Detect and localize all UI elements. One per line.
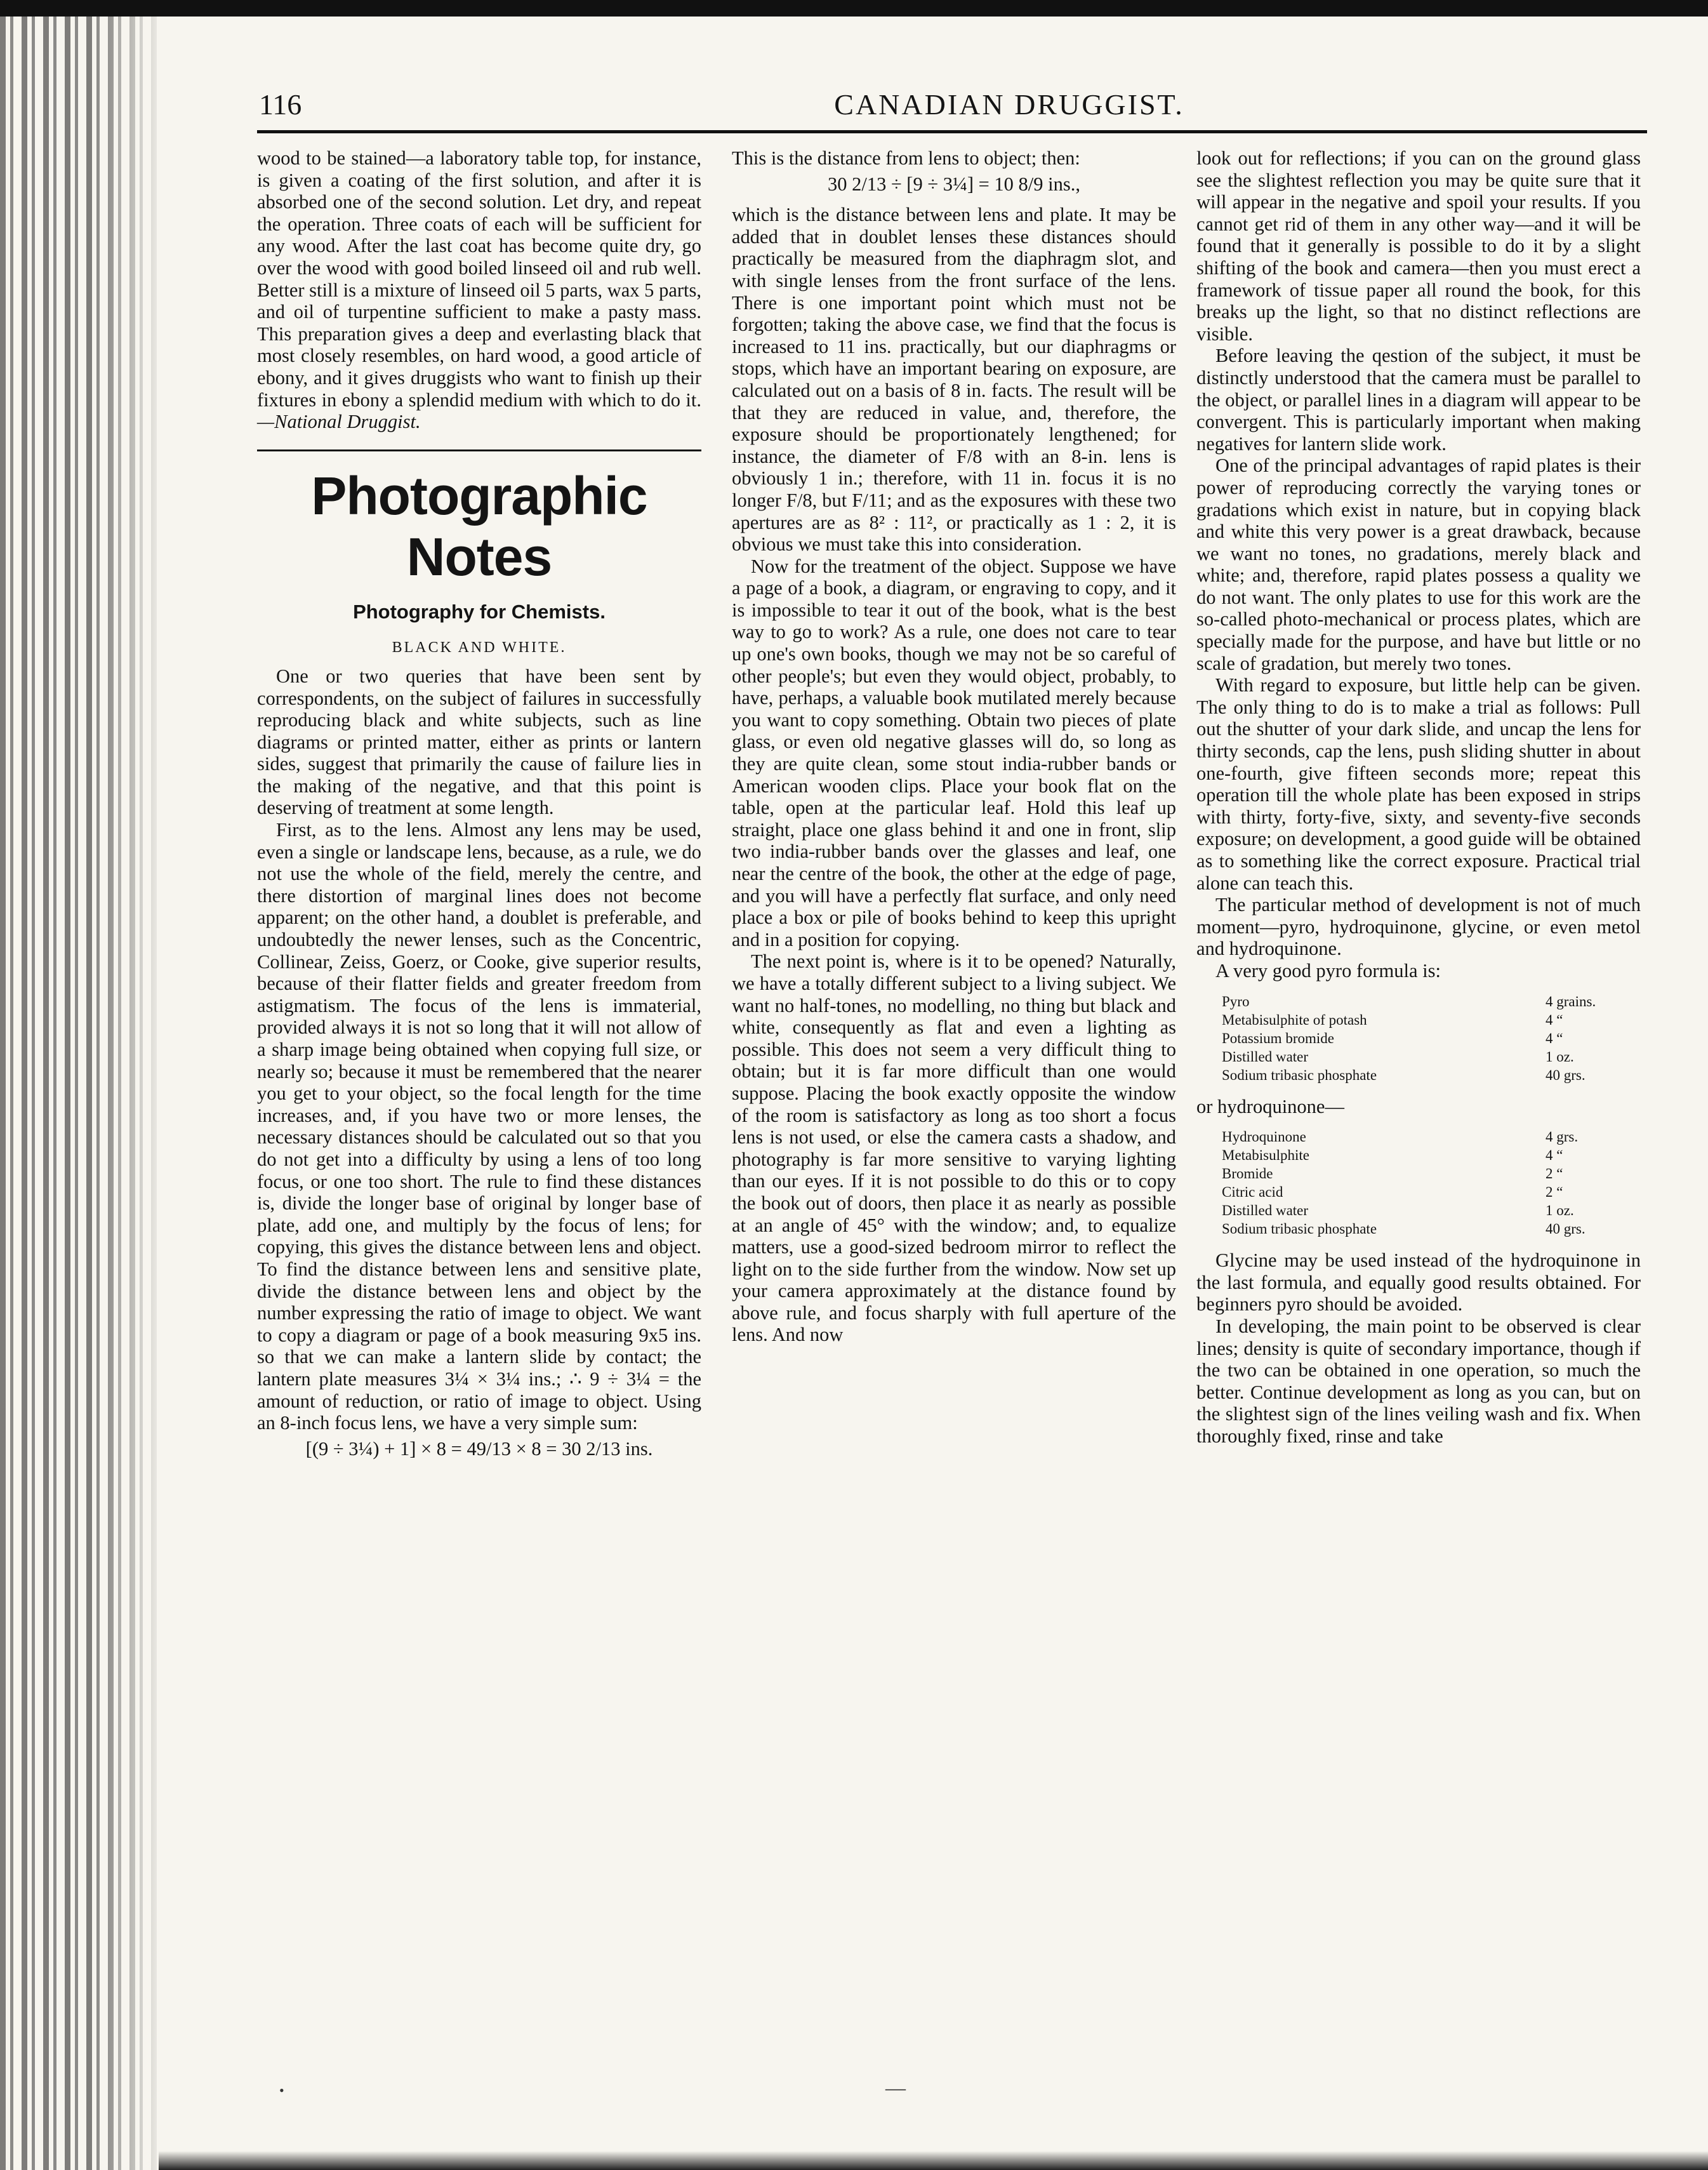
ingredient-name: Citric acid (1222, 1184, 1283, 1201)
paragraph: This is the distance from lens to object; then: (732, 147, 1080, 169)
ingredient-qty: 2 “ (1546, 1166, 1563, 1182)
ingredient-qty: 40 grs. (1546, 1067, 1586, 1083)
paragraph: With regard to exposure, but little help can be given. The only thing to do is to make a trial as follows: Pull out the shutter of your dark slide, and uncap the lens for thirty seconds, cap the lens, push sliding shutter in about one-fourth, give fifteen seconds more; repeat this operation till the whole plate has been exposed in strips with thirty, forty-five, sixty, and seventy-five seconds exposure; on development, a good guide will be obtained as to something like the correct exposure. Practical trial alone can teach this. (1196, 674, 1641, 894)
paragraph: which is the distance between lens and plate. It may be added that in doublet lenses these distances should practically be measured from the diaphragm slot, and with single lenses from the front surface of the lens. There is one important point which must not be forgotten; taking the above case, we find that the focus is increased to 11 ins. practically, but our diaphragms or stops, which have an important bearing on exposure, are calculated out on a basis of 8 in. facts. The result will be that they are reduced in value, and, therefore, the exposure should be proportionately lengthened; for instance, the diameter of F/8 with an 8-in. lens is obviously 1 in.; therefore, with 11 in. focus it is no longer F/8, but F/11; and as the exposures with these two apertures are as 8² : 11², or practically as 1 : 2, it is obvious we must take this into consideration. (732, 204, 1176, 556)
ingredient-name: Potassium bromide (1222, 1030, 1334, 1046)
article-subhead: BLACK AND WHITE. (392, 639, 567, 656)
formula-row (1222, 1048, 1603, 1066)
source-credit: —National Druggist. (257, 411, 421, 433)
paragraph: One of the principal advantages of rapid plates is their power of reproducing correctly the varying tones or gradations which exist in nature, but in copying black and white this very power is a great drawback, because we want no tones, no gradations, merely black and white; and, therefore, rapid plates possess a quality we do not want. The only plates to use for this work are the so-called photo-mechanical or process plates, which are specially made for the purpose, and have but little or no scale of gradation, but merely two tones. (1196, 455, 1641, 674)
ingredient-qty: 40 grs. (1546, 1221, 1586, 1237)
paragraph: The particular method of development is not of much moment—pyro, hydroquinone, glycine, or even metol and hydroquinone. (1196, 894, 1641, 960)
paragraph: Before leaving the qestion of the subject, it must be distinctly understood that the camera must be parallel to the object, or parallel lines in a diagram will appear to be convergent. This is particularly important when making negatives for lantern slide work. (1196, 345, 1641, 455)
paragraph: First, as to the lens. Almost any lens may be used, even a single or landscape lens, because, as a rule, we do not use the whole of the field, merely the centre, and there distortion of marginal lines does not become apparent; on the other hand, a doublet is preferable, and undoubtedly the newer lenses, such as the Concentric, Collinear, Zeiss, Goerz, or Cooke, give superior results, because of their flatter fields and greater freedom from astigmatism. The focus of the lens is immaterial, provided always it is not so long that it will not allow of a sharp image being obtained when copying full size, or nearly so; because it must be remembered that the nearer you get to your object, so the focal length for the time increases, and, if you have two or more lenses, the necessary distances should be calculated out so that you do not get into a difficulty by using a lens of too long focus, or one too short. The rule to find these distances is, divide the longer base of original by longer base of plate, add one, and multiply by the focus of lens; for copying, this gives the distance between lens and object. To find the distance between lens and sensitive plate, divide the distance between lens and object by the number expressing the ratio of image to object. We want to copy a diagram or page of a book measuring 9x5 ins. so that we can make a lantern slide by contact; the lantern plate measures 3¼ × 3¼ ins.; ∴ 9 ÷ 3¼ = the amount of reduction, or ratio of image to object. Using an 8-inch focus lens, we have a very simple sum: (257, 819, 701, 1434)
print-dot: • (279, 2082, 284, 2098)
ingredient-qty: 4 grains. (1546, 993, 1596, 1009)
ingredient-name: Bromide (1222, 1166, 1273, 1182)
formula-row (1222, 992, 1603, 1011)
ingredient-qty: 1 oz. (1546, 1202, 1574, 1219)
ingredient-name: Pyro (1222, 993, 1250, 1009)
header-rule (257, 130, 1647, 133)
formula-row (1222, 1066, 1603, 1084)
ingredient-name: Sodium tribasic phosphate (1222, 1221, 1377, 1237)
paragraph: Now for the treatment of the object. Suppose we have a page of a book, a diagram, or engraving to copy, and it is impossible to tear it out of the book, what is the best way to go to work? As a rule, one does not care to tear up one's own books, though we may not be so careful of other people's; but even they would object, probably, to have, perhaps, a valuable book mutilated merely because you want to copy something. Obtain two pieces of plate glass, or even old negative glasses will do, so long as they are quite clean, some stout india-rubber bands or American wooden clips. Place your book flat on the table, open at the particular leaf. Hold this leaf up straight, place one glass behind it and one in front, slip two india-rubber bands over the glasses and leaf, one near the centre of the book, the other at the edge of page, and you will have a perfectly flat surface, and only need place a box or pile of books behind to keep this upright and in a position for copying. (732, 555, 1176, 950)
page-number: 116 (259, 88, 302, 121)
section-rule (257, 449, 701, 451)
formula-row (1222, 1183, 1603, 1201)
formula-row (1222, 1201, 1603, 1220)
running-title: CANADIAN DRUGGIST. (834, 88, 1184, 121)
paragraph: look out for reflections; if you can on the ground glass see the slightest reflection you may be quite sure that it will appear in the negative and spoil your results. If you cannot get rid of them in any other way—and it will be found that it generally is possible to do it by a slight shifting of the book and camera—then you must erect a framework of tissue paper all round the book, for this breaks up the light, so that no distinct reflections are visible. (1196, 147, 1641, 345)
paragraph: Glycine may be used instead of the hydroquinone in the last formula, and equally good results obtained. For beginners pyro should be avoided. (1196, 1249, 1641, 1315)
hydroquinone-formula (1222, 1128, 1603, 1238)
binding-fade (95, 0, 165, 2170)
equation: [(9 ÷ 3¼) + 1] × 8 = 49/13 × 8 = 30 2/13 ins. (305, 1437, 653, 1460)
ingredient-name: Distilled water (1222, 1048, 1309, 1065)
column-1 (257, 147, 701, 1468)
ingredient-qty: 4 grs. (1546, 1129, 1579, 1145)
paragraph: or hydroquinone— (1196, 1095, 1344, 1117)
ingredient-name: Sodium tribasic phosphate (1222, 1067, 1377, 1083)
page-bottom-edge (159, 2151, 1708, 2170)
formula-row (1222, 1128, 1603, 1146)
paragraph: The next point is, where is it to be opened? Naturally, we have a totally different subject to a living subject. We want no half-tones, no modelling, no thing but black and white, consequently as flat and even a lighting as possible. This does not seem a very difficult thing to obtain; but it is far more difficult than one would suppose. Placing the book exactly opposite the window of the room is satisfactory as long as too short a focus lens is not used, or else the camera casts a shadow, and photography is far more sensitive to varying lighting than our eyes. If it is not possible to do this or to copy the book out of doors, then place it as nearly as possible at an angle of 45° with the window; and, to equalize matters, use a good-sized bedroom mirror to reflect the light on to the side further from the window. Now set up your camera approximately at the distance found by above rule, and focus sharply with full aperture of the lens. And now (732, 950, 1176, 1346)
column-3 (1196, 147, 1641, 1448)
formula-row (1222, 1220, 1603, 1238)
ingredient-name: Metabisulphite (1222, 1147, 1309, 1164)
column-2 (732, 147, 1176, 1346)
paragraph: In developing, the main point to be observed is clear lines; density is quite of secondary importance, though if the two can be obtained in one operation, so much the better. Continue development as long as you can, but on the slightest sign of the lines veiling wash and fix. When thoroughly fixed, rinse and take (1196, 1315, 1641, 1447)
paragraph: A very good pyro formula is: (1215, 959, 1441, 982)
paragraph: One or two queries that have been sent by correspondents, on the subject of failures in successfully reproducing black and white subjects, such as line diagrams or printed matter, either as prints or lantern sides, suggest that primarily the cause of failure lies in the making of the negative, and that this point is deserving of treatment at some length. (257, 665, 701, 819)
pyro-formula (1222, 992, 1603, 1084)
formula-row (1222, 1011, 1603, 1029)
paragraph-text: wood to be stained—a laboratory table top, for instance, is given a coating of the first solution, and after it is absorbed one of the second solution. Let dry, and repeat the operation. Three coats of each will be sufficient for any wood. After the last coat has become quite dry, go over the wood with good boiled linseed oil and rub well. Better still is a mixture of linseed oil 5 parts, wax 5 parts, and oil of turpentine sufficient to make a pasty mass. This preparation gives a deep and everlasting black that most closely resembles, on hard wood, a good article of ebony, and it gives druggists who want to finish up their fixtures in ebony a splendid medium with which to do it. (257, 147, 701, 411)
ingredient-qty: 4 “ (1546, 1030, 1563, 1046)
print-smudge: — (885, 2076, 906, 2099)
formula-row (1222, 1029, 1603, 1048)
formula-row (1222, 1146, 1603, 1164)
paragraph (257, 147, 701, 433)
ingredient-name: Hydroquinone (1222, 1129, 1306, 1145)
ingredient-name: Metabisulphite of potash (1222, 1011, 1367, 1028)
formula-row (1222, 1164, 1603, 1183)
ingredient-qty: 4 “ (1546, 1011, 1563, 1028)
ingredient-name: Distilled water (1222, 1202, 1309, 1219)
ingredient-qty: 2 “ (1546, 1184, 1563, 1201)
equation: 30 2/13 ÷ [9 ÷ 3¼] = 10 8/9 ins., (827, 173, 1081, 195)
page-top-edge (0, 0, 1708, 17)
ingredient-qty: 1 oz. (1546, 1048, 1574, 1065)
section-title: Photographic Notes (311, 465, 647, 587)
article-title: Photography for Chemists. (353, 600, 606, 623)
ingredient-qty: 4 “ (1546, 1147, 1563, 1164)
